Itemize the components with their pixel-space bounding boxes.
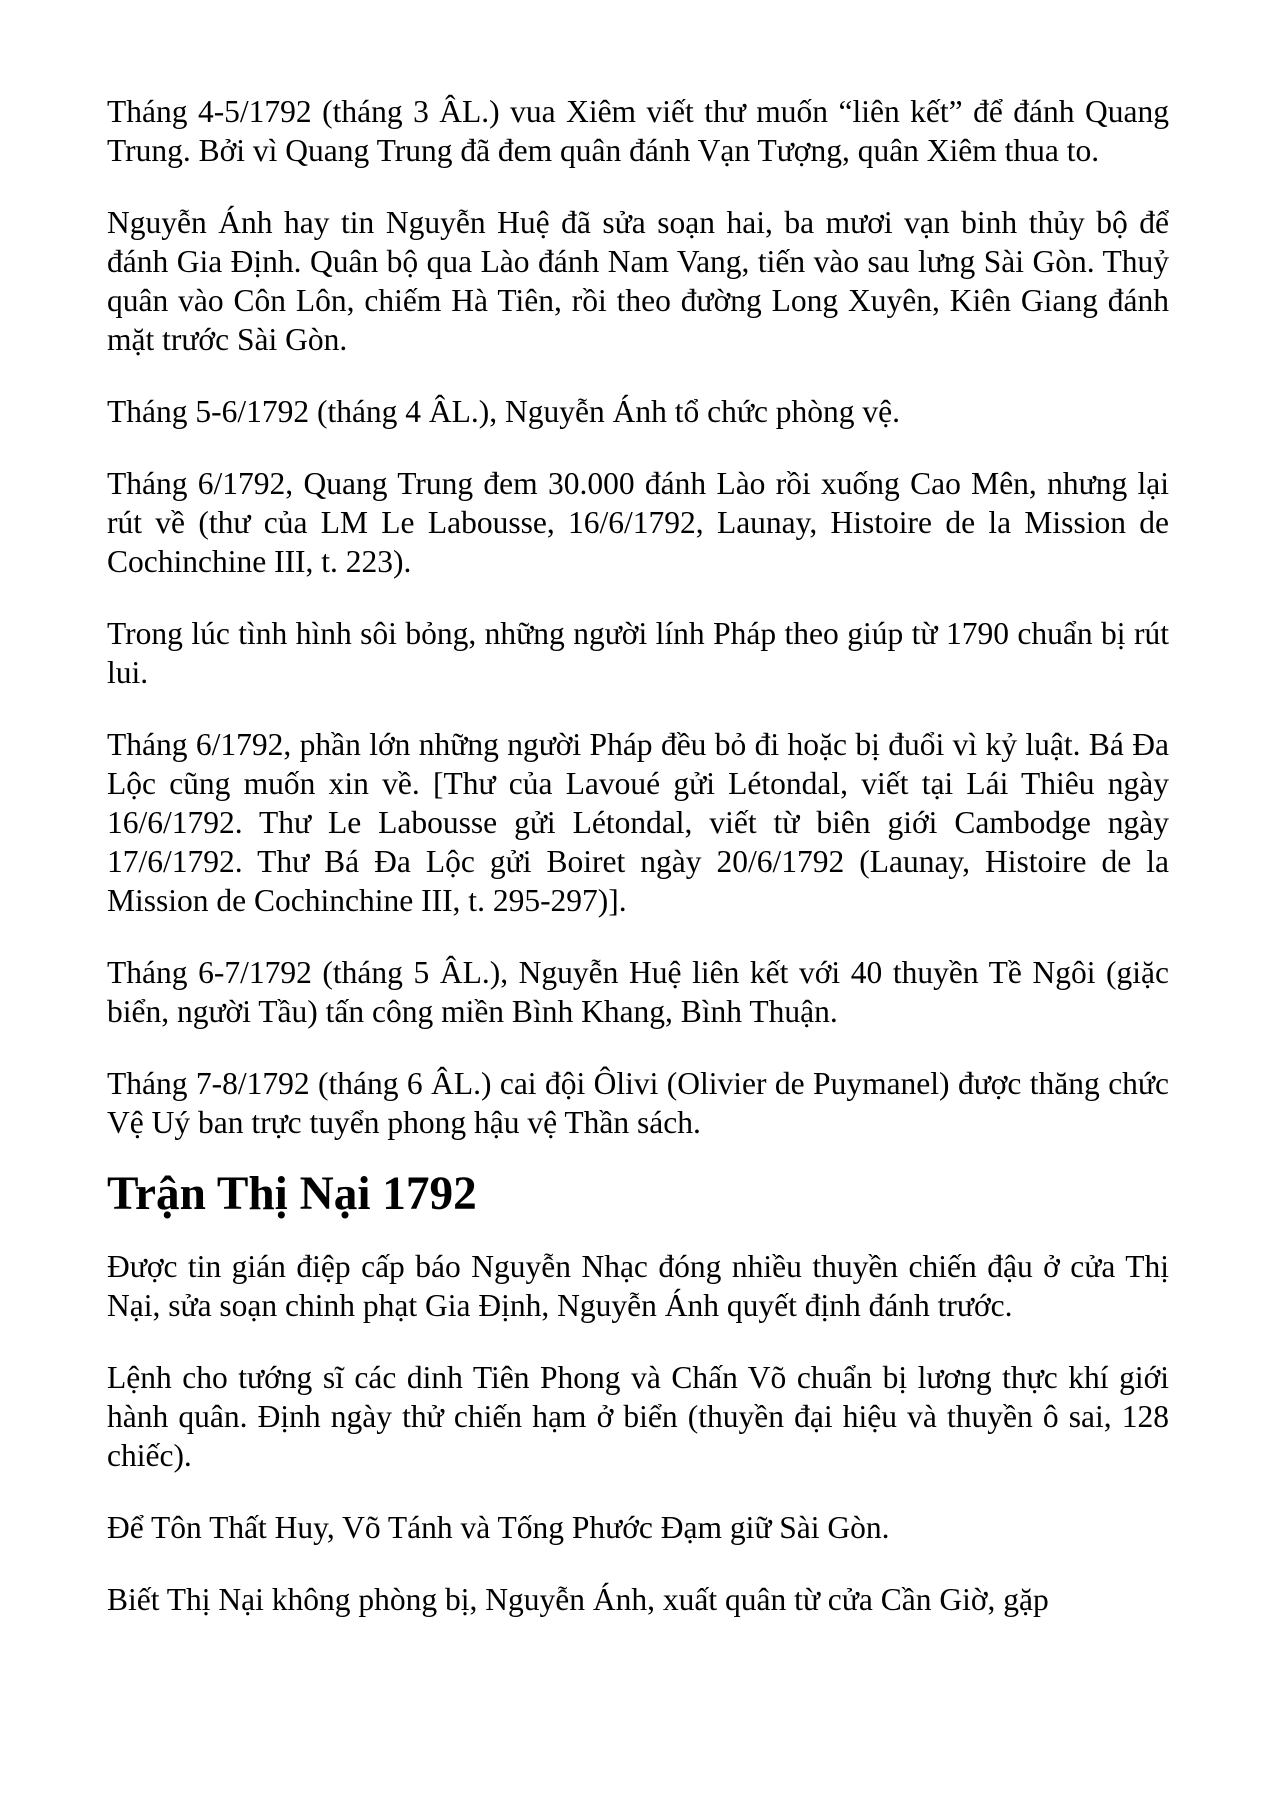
paragraph-olivier: Tháng 7-8/1792 (tháng 6 ÂL.) cai đội Ôlivi (Olivier de Puymanel) được thăng chức Vệ Uý ban trực tuyển phong hậu vệ Thần sách. [107,1066,1169,1140]
paragraph-french-leave: Tháng 6/1792, phần lớn những người Pháp đều bỏ đi hoặc bị đuổi vì kỷ luật. Bá Đa Lộc cũng muốn xin về. [Thư của Lavoué gửi Létondal, viết tại Lái Thiêu ngày 16/6/1792. Thư Le Labousse gửi Létondal, viết từ biên giới Cambodge ngày 17/6/1792. Thư Bá Đa Lộc gửi Boiret ngày 20/6/1792 (Launay, Histoire de la Mission de Cochinchine III, t. 295-297)]. [107,727,1169,918]
paragraph-quang-trung-laos: Tháng 6/1792, Quang Trung đem 30.000 đánh Lào rồi xuống Cao Mên, nhưng lại rút về (thư của LM Le Labousse, 16/6/1792, Launay, Histoire de la Mission de Cochinchine III, t. 223). [107,466,1169,579]
paragraph-defense: Tháng 5-6/1792 (tháng 4 ÂL.), Nguyễn Ánh tổ chức phòng vệ. [107,394,901,429]
paragraph-french-withdraw: Trong lúc tình hình sôi bỏng, những người lính Pháp theo giúp từ 1790 chuẩn bị rút lui. [107,616,1169,690]
paragraph-te-ngoi: Tháng 6-7/1792 (tháng 5 ÂL.), Nguyễn Huệ liên kết với 40 thuyền Tề Ngôi (giặc biển, người Tầu) tấn công miền Bình Khang, Bình Thuận. [107,955,1169,1029]
section-heading: Trận Thị Nại 1792 [107,1168,477,1220]
paragraph-orders: Lệnh cho tướng sĩ các dinh Tiên Phong và Chấn Võ chuẩn bị lương thực khí giới hành quân. Định ngày thử chiến hạm ở biển (thuyền đại hiệu và thuyền ô sai, 128 chiếc). [107,1360,1169,1473]
paragraph-spy-report: Được tin gián điệp cấp báo Nguyễn Nhạc đóng nhiều thuyền chiến đậu ở cửa Thị Nại, sửa soạn chinh phạt Gia Định, Nguyễn Ánh quyết định đánh trước. [107,1249,1169,1323]
paragraph-saigon-guard: Để Tôn Thất Huy, Võ Tánh và Tống Phước Đạm giữ Sài Gòn. [107,1510,890,1545]
paragraph-nguyen-anh-news: Nguyễn Ánh hay tin Nguyễn Huệ đã sửa soạn hai, ba mươi vạn binh thủy bộ để đánh Gia Định. Quân bộ qua Lào đánh Nam Vang, tiến vào sau lưng Sài Gòn. Thuỷ quân vào Côn Lôn, chiếm Hà Tiên, rồi theo đường Long Xuyên, Kiên Giang đánh mặt trước Sài Gòn. [107,205,1169,357]
paragraph-siam-letter: Tháng 4-5/1792 (tháng 3 ÂL.) vua Xiêm viết thư muốn “liên kết” để đánh Quang Trung. Bởi vì Quang Trung đã đem quân đánh Vạn Tượng, quân Xiêm thua to. [107,94,1169,168]
paragraph-departure: Biết Thị Nại không phòng bị, Nguyễn Ánh, xuất quân từ cửa Cần Giờ, gặp [107,1582,1049,1617]
